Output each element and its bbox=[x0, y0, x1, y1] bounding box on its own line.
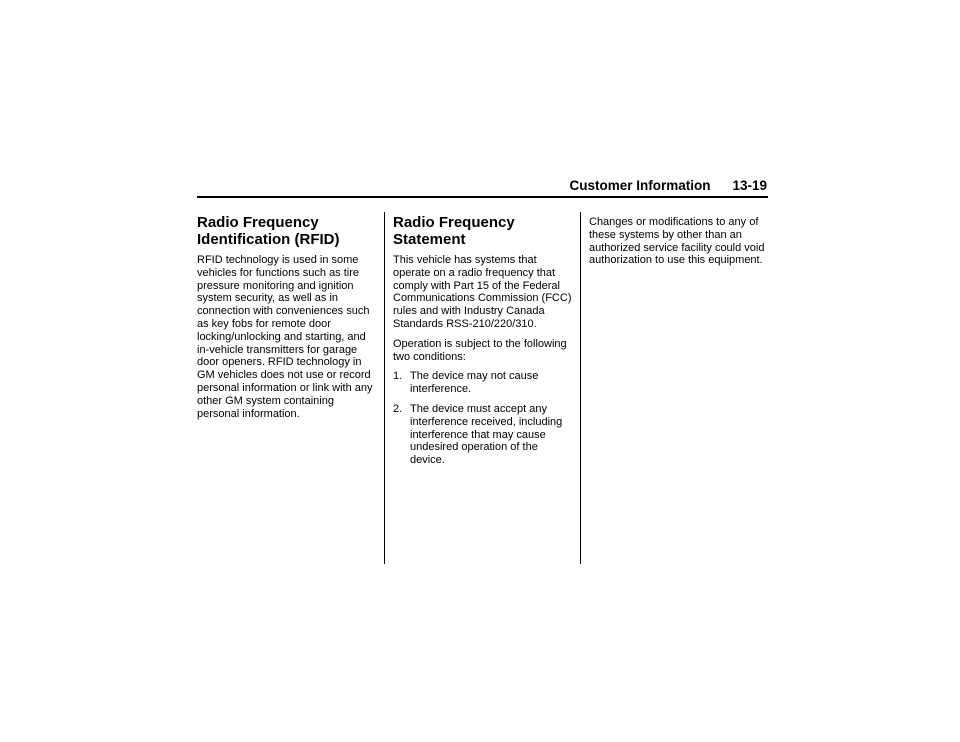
header-rule bbox=[197, 196, 768, 198]
rfid-body: RFID technology is used in some vehicles for functions such as tire pressure monitoring and ignition system security, as well as in connection with conveniences such as key fobs for remote door locking/unlocking and starting, and in-vehicle transmitters for garage door openers. RFID technology in GM vehicles does not use or record personal information or link with any other GM system containing personal information. bbox=[197, 254, 373, 420]
column-middle bbox=[393, 214, 573, 474]
radio-statement-heading-line1: Radio Frequency bbox=[393, 214, 515, 231]
conditions-intro: Operation is subject to the following two conditions: bbox=[393, 337, 567, 363]
page-number: 13-19 bbox=[732, 178, 767, 193]
list-text: The device must accept any interference received, including interference that may cause undesired operation of the device. bbox=[410, 402, 563, 467]
section-title: Customer Information bbox=[569, 178, 711, 193]
rfid-heading bbox=[197, 214, 377, 248]
page-header bbox=[197, 176, 768, 198]
list-text: The device may not cause interference. bbox=[410, 370, 539, 396]
rfid-heading-line1: Radio Frequency bbox=[197, 214, 319, 231]
modifications-paragraph: Changes or modifications to any of these systems by other than an authorized service facility could void authorization to use this equipment. bbox=[589, 216, 765, 267]
fcc-compliance-paragraph: This vehicle has systems that operate on a radio frequency that comply with Part 15 of the Federal Communications Commission (FCC) rules and with Industry Canada Standards RSS-210/220/310. bbox=[393, 254, 572, 330]
header-text bbox=[569, 178, 767, 193]
radio-statement-heading-line2: Statement bbox=[393, 231, 466, 248]
list-number: 1. bbox=[393, 370, 403, 383]
rfid-heading-line2: Identification (RFID) bbox=[197, 231, 340, 248]
list-item bbox=[393, 403, 573, 467]
list-number: 2. bbox=[393, 402, 403, 415]
column-divider bbox=[580, 212, 581, 564]
radio-statement-heading bbox=[393, 214, 573, 248]
column-divider bbox=[384, 212, 385, 564]
column-right bbox=[589, 214, 769, 274]
list-item bbox=[393, 370, 573, 396]
column-left bbox=[197, 214, 377, 427]
